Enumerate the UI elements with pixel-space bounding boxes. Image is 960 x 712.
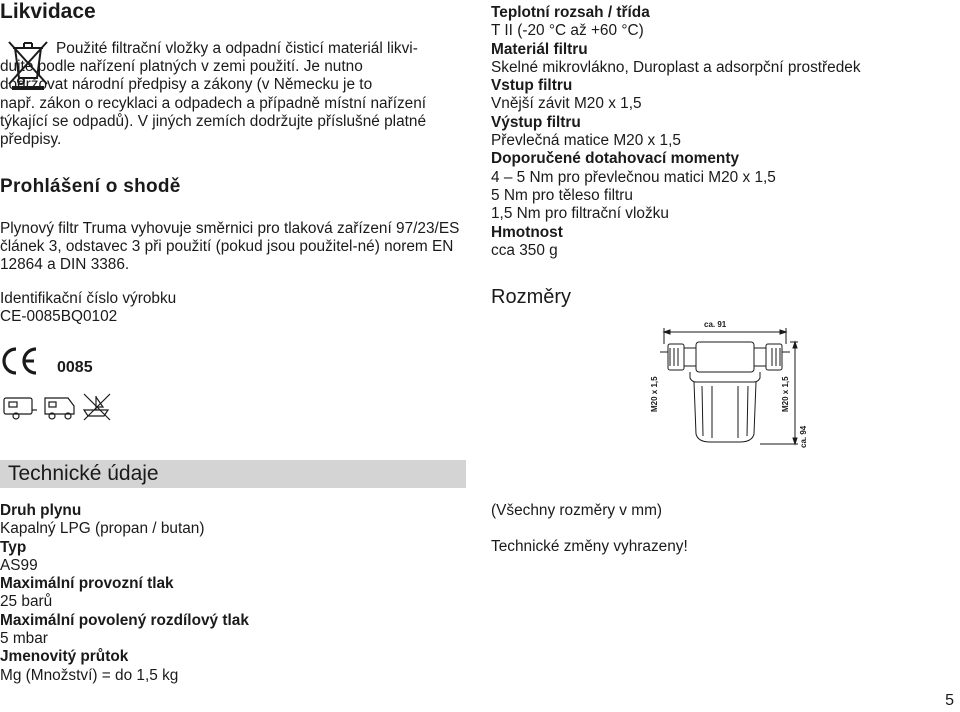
disposal-heading: Likvidace	[0, 0, 96, 23]
disposal-text-line: Použité filtrační vložky a odpadní čisticí materiál likvi-	[56, 40, 418, 57]
crossed-out-boat-icon	[84, 394, 110, 420]
thread-left-label: M20 x 1,5	[650, 376, 659, 412]
width-dimension-label: ca. 91	[704, 320, 727, 329]
ce-notified-body-number: 0085	[57, 359, 93, 376]
spec-label: Vstup filtru	[491, 77, 573, 95]
filter-dimension-drawing	[640, 318, 810, 466]
spec-value: T II (-20 °C až +60 °C)	[491, 22, 644, 40]
spec-value: 5 mbar	[0, 630, 48, 648]
disposal-text-line: dodržovat národní předpisy a zákony (v Německu je to	[0, 76, 373, 94]
tech-spec-list-left	[0, 502, 470, 685]
disposal-text-line: dujte podle nařízení platných v zemi použití. Je nutno	[0, 58, 363, 76]
spec-value: 1,5 Nm pro filtrační vložku	[491, 205, 669, 223]
height-dimension-label: ca. 94	[799, 425, 808, 448]
spec-label: Druh plynu	[0, 502, 82, 519]
spec-label: Maximální povolený rozdílový tlak	[0, 611, 249, 629]
spec-label: Maximální provozní tlak	[0, 575, 174, 593]
vehicle-icons	[2, 392, 122, 422]
spec-label: Typ	[0, 538, 27, 556]
spec-label: Hmotnost	[491, 223, 563, 241]
technical-changes-note: Technické změny vyhrazeny!	[491, 538, 688, 555]
product-id-label: Identifikační číslo výrobku	[0, 290, 177, 307]
spec-label: Teplotní rozsah / třída	[491, 4, 650, 21]
dimensions-heading: Rozměry	[491, 286, 572, 308]
disposal-text-line: týkající se odpadů). V jiných zemích dodržujte příslušné platné	[0, 112, 427, 130]
spec-value: cca 350 g	[491, 241, 558, 259]
spec-label: Materiál filtru	[491, 40, 588, 58]
spec-value: Převlečná matice M20 x 1,5	[491, 132, 681, 150]
declaration-text: Plynový filtr Truma vyhovuje směrnici pro tlaková zařízení 97/23/ES článek 3, odstavec 3 při použití (pokud jsou použitel-né) norem EN 12864 a DIN 3386.	[0, 220, 460, 274]
spec-value: 5 Nm pro těleso filtru	[491, 186, 633, 204]
spec-value: 4 – 5 Nm pro převlečnou matici M20 x 1,5	[491, 168, 776, 186]
disposal-text-line: předpisy.	[0, 131, 62, 149]
motorhome-icon	[45, 398, 74, 419]
spec-value: Skelné mikrovlákno, Duroplast a adsorpční prostředek	[491, 58, 861, 76]
tech-heading: Technické údaje	[8, 462, 159, 485]
dimensions-note: (Všechny rozměry v mm)	[491, 502, 663, 519]
product-id-value: CE-0085BQ0102	[0, 308, 118, 325]
spec-label: Doporučené dotahovací momenty	[491, 150, 740, 168]
spec-label: Výstup filtru	[491, 113, 581, 131]
spec-value: AS99	[0, 556, 38, 574]
ce-mark-icon	[0, 346, 40, 376]
thread-right-label: M20 x 1,5	[781, 376, 790, 412]
spec-label: Jmenovitý průtok	[0, 648, 129, 666]
spec-value: Vnější závit M20 x 1,5	[491, 95, 642, 113]
caravan-icon	[4, 398, 37, 419]
spec-value: Mg (Množství) = do 1,5 kg	[0, 666, 179, 684]
disposal-text	[0, 40, 470, 149]
disposal-text-line: např. zákon o recyklaci a odpadech a případně místní nařízení	[0, 94, 427, 112]
page-number: 5	[945, 692, 954, 709]
declaration-heading: Prohlášení o shodě	[0, 176, 181, 197]
spec-value: Kapalný LPG (propan / butan)	[0, 520, 205, 538]
spec-value: 25 barů	[0, 593, 53, 611]
tech-spec-list-right	[491, 4, 960, 260]
